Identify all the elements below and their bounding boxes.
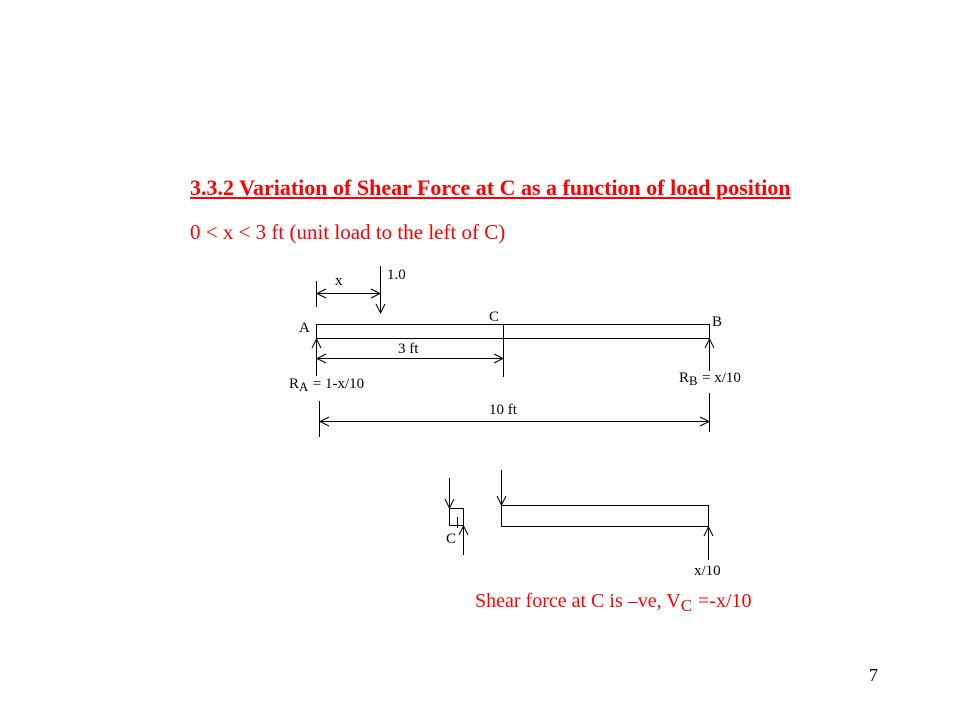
free-body-reaction-label: x/10 bbox=[694, 563, 721, 579]
right-segment bbox=[497, 470, 713, 560]
section-c-label: C bbox=[489, 309, 500, 325]
slide-subtitle: 0 < x < 3 ft (unit load to the left of C) bbox=[190, 220, 506, 244]
unit-load-label: 1.0 bbox=[387, 267, 406, 283]
page-number: 7 bbox=[869, 665, 878, 685]
unit-load-arrow bbox=[376, 266, 385, 313]
reaction-b-arrow bbox=[705, 339, 714, 371]
conclusion-expression: =-x/10 bbox=[698, 590, 752, 612]
conclusion-text: Shear force at C is –ve, V bbox=[475, 590, 681, 612]
reaction-a-label bbox=[289, 377, 364, 392]
simply-supported-beam bbox=[317, 325, 710, 339]
load-position-label: x bbox=[335, 273, 343, 289]
right-segment-beam bbox=[502, 506, 709, 527]
reaction-b-subscript: B bbox=[689, 373, 698, 388]
support-a-label: A bbox=[299, 320, 310, 336]
slide-title: 3.3.2 Variation of Shear Force at C as a function of load position bbox=[190, 175, 791, 200]
conclusion-subscript: C bbox=[680, 595, 693, 615]
reaction-a-subscript: A bbox=[299, 379, 309, 394]
reaction-a-expression: = 1-x/10 bbox=[312, 376, 365, 392]
dimension-10ft-label: 10 ft bbox=[489, 402, 517, 418]
reaction-b-expression: = x/10 bbox=[702, 370, 741, 386]
dimension-x bbox=[317, 281, 381, 307]
free-body-diagram bbox=[445, 470, 713, 560]
free-body-section-label: C bbox=[446, 531, 457, 547]
reaction-b-symbol: R bbox=[679, 370, 690, 386]
support-b-label: B bbox=[712, 314, 723, 330]
left-segment-element bbox=[450, 509, 464, 526]
dimension-3ft-label: 3 ft bbox=[398, 341, 419, 357]
reaction-b-label bbox=[679, 371, 741, 386]
reaction-a-symbol: R bbox=[289, 376, 300, 392]
shear-conclusion bbox=[475, 590, 752, 615]
